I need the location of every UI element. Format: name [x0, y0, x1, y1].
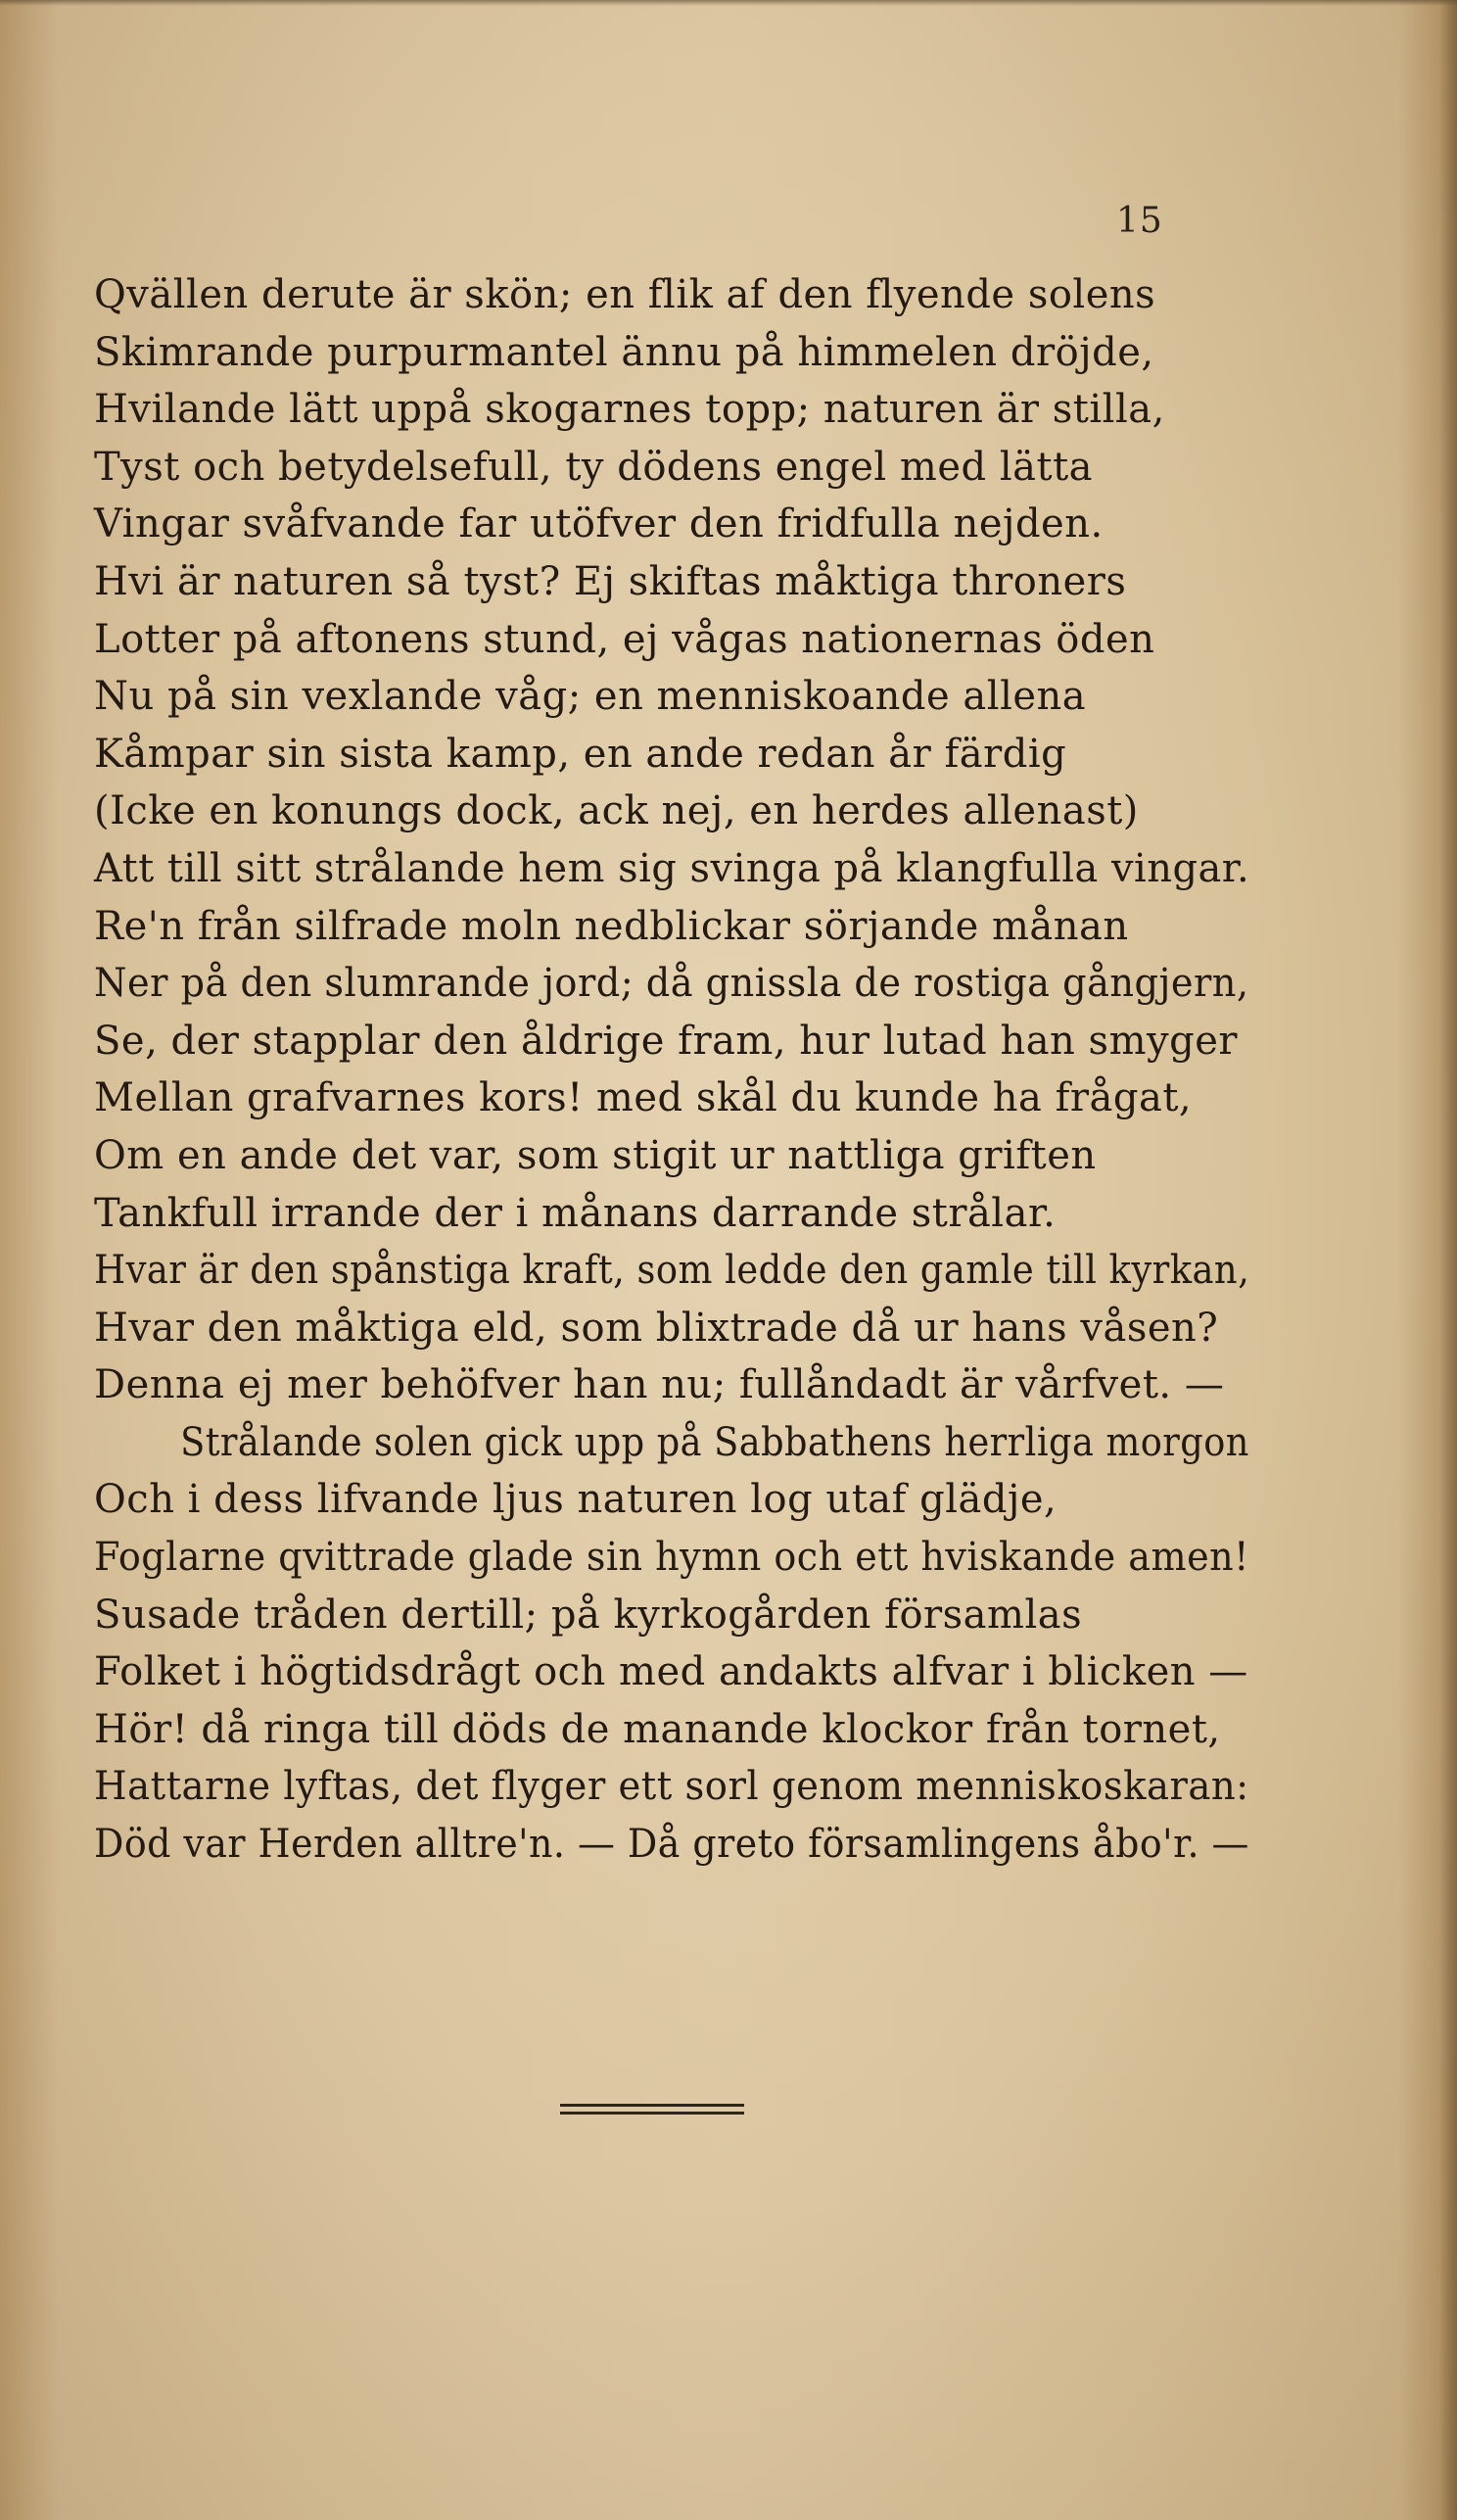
- verse-line: Hvi är naturen så tyst? Ej skiftas måktiga throners: [94, 558, 1127, 604]
- verse-line: Hvar den måktiga eld, som blixtrade då ur hans våsen?: [94, 1305, 1219, 1351]
- verse-line: Se, der stapplar den åldrige fram, hur lutad han smyger: [94, 1018, 1238, 1064]
- page-top-edge-shadow: [0, 0, 1457, 6]
- poem-text: [94, 266, 1249, 1874]
- verse-line: Kåmpar sin sista kamp, en ande redan år färdig: [94, 731, 1067, 777]
- verse-line: Mellan grafvarnes kors! med skål du kunde ha frågat,: [94, 1075, 1193, 1121]
- verse-line: Tankfull irrande der i månans darrande strålar.: [94, 1190, 1057, 1236]
- verse-line: Foglarne qvittrade glade sin hymn och ett hviskande amen!: [94, 1535, 1249, 1581]
- verse-line: Denna ej mer behöfver han nu; fullåndadt är vårfvet. —: [94, 1362, 1225, 1408]
- verse-line: Qvällen derute är skön; en flik af den flyende solens: [94, 272, 1156, 317]
- verse-line: Susade tråden dertill; på kyrkogården församlas: [94, 1592, 1083, 1638]
- verse-line: Folket i högtidsdrågt och med andakts alfvar i blicken —: [94, 1649, 1248, 1695]
- verse-line: Ner på den slumrande jord; då gnissla de rostiga gångjern,: [94, 961, 1249, 1007]
- verse-line: Vingar svåfvande far utöfver den fridfulla nejden.: [94, 501, 1104, 547]
- verse-line: Tyst och betydelsefull, ty dödens engel med lätta: [94, 444, 1093, 490]
- verse-line: Lotter på aftonens stund, ej vågas nationernas öden: [94, 616, 1155, 662]
- page-number: 15: [1116, 201, 1163, 241]
- verse-line: (Icke en konungs dock, ack nej, en herdes allenast): [94, 788, 1139, 834]
- page-right-edge-shadow: [1439, 0, 1457, 2520]
- verse-line: Att till sitt strålande hem sig svinga på klangfulla vingar.: [94, 845, 1250, 891]
- verse-line: Strålande solen gick upp på Sabbathens herrliga morgon: [180, 1419, 1249, 1465]
- verse-line: Hör! då ringa till döds de manande klockor från tornet,: [94, 1706, 1221, 1752]
- verse-line: Död var Herden alltre'n. — Då greto församlingens åbo'r. —: [94, 1822, 1249, 1868]
- rule-line: [560, 2112, 744, 2115]
- verse-line: Hvilande lätt uppå skogarnes topp; naturen är stilla,: [94, 387, 1165, 433]
- verse-line: Hattarne lyftas, det flyger ett sorl genom menniskoskaran:: [94, 1764, 1249, 1810]
- verse-line: Re'n från silfrade moln nedblickar sörjande månan: [94, 903, 1129, 949]
- section-end-double-rule: [560, 2104, 744, 2116]
- verse-line: Nu på sin vexlande våg; en menniskoande allena: [94, 674, 1087, 720]
- verse-line: Och i dess lifvande ljus naturen log utaf glädje,: [94, 1477, 1058, 1523]
- verse-line: Om en ande det var, som stigit ur nattliga griften: [94, 1132, 1097, 1178]
- rule-line: [560, 2104, 744, 2107]
- verse-line: Skimrande purpurmantel ännu på himmelen dröjde,: [94, 329, 1154, 375]
- verse-line: Hvar är den spånstiga kraft, som ledde den gamle till kyrkan,: [94, 1248, 1250, 1294]
